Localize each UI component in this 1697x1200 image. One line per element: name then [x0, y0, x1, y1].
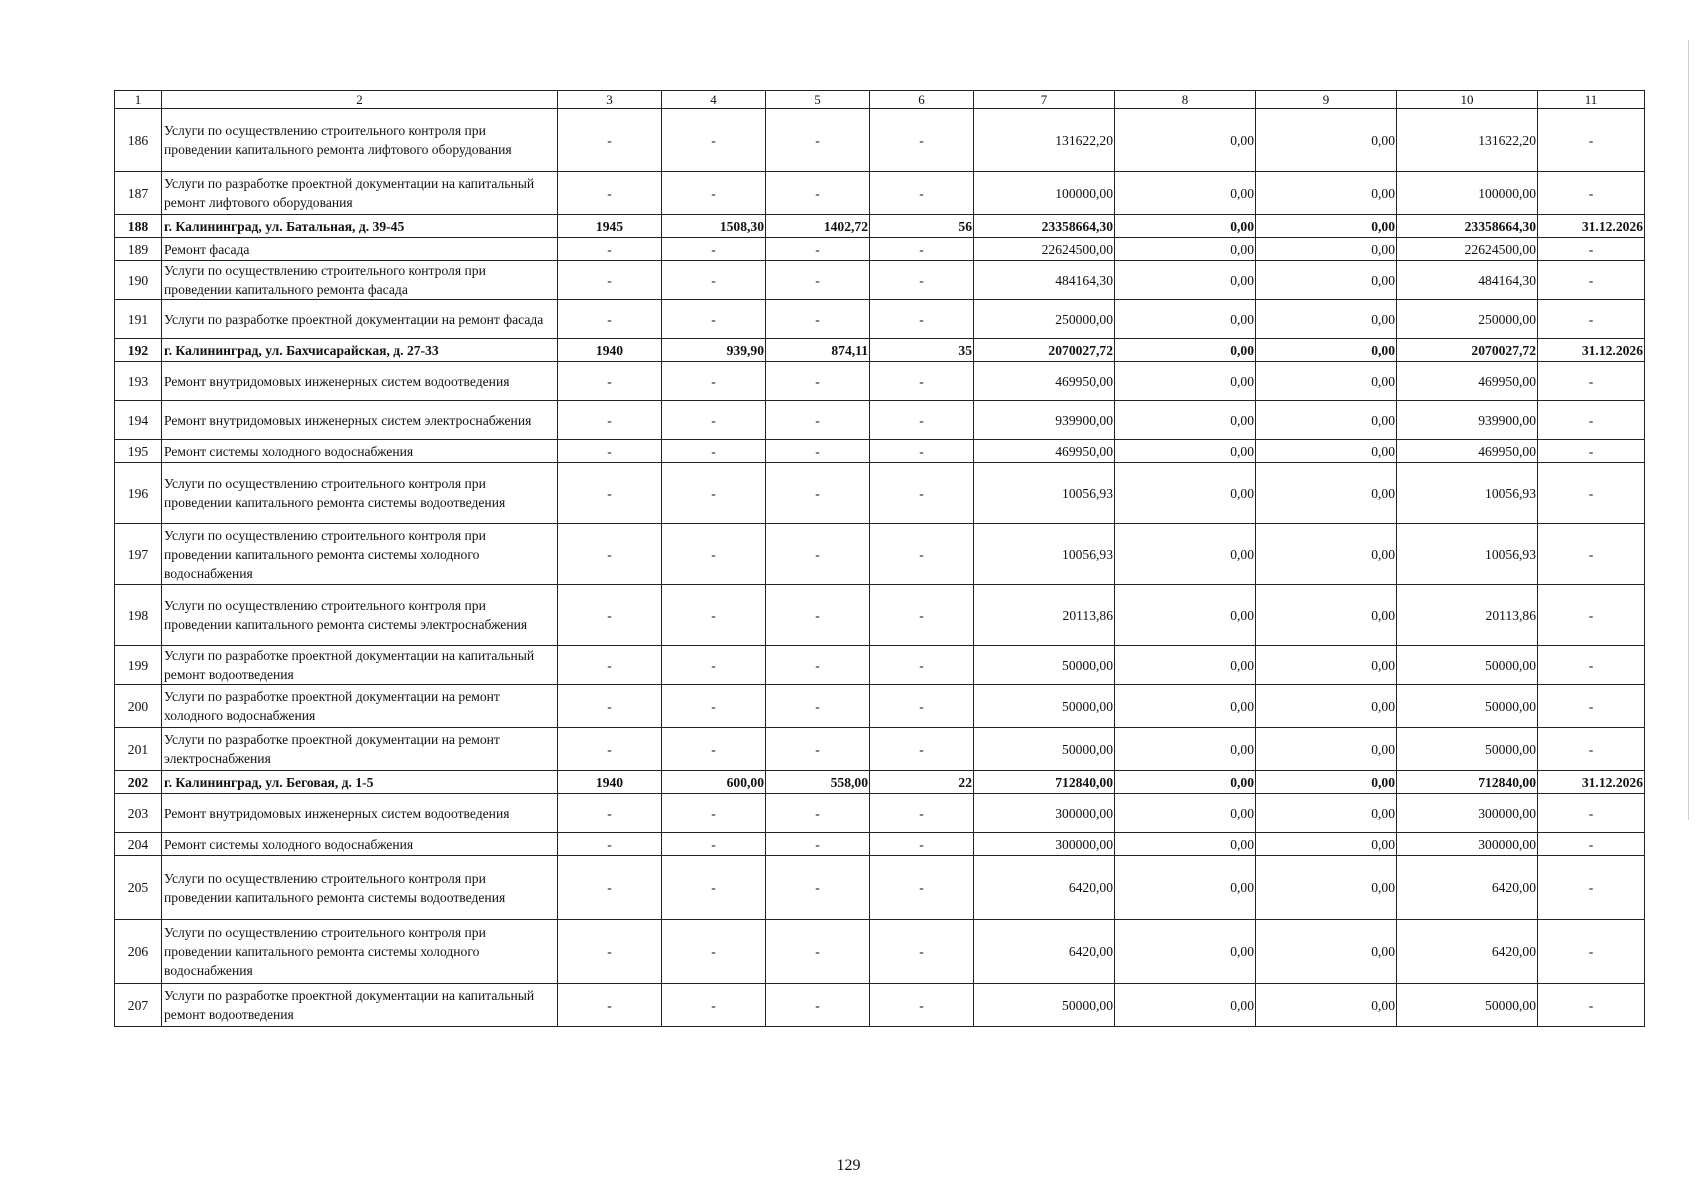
living-area-cell: -: [766, 524, 870, 585]
page-number: 129: [836, 1157, 861, 1174]
total-area-cell: 600,00: [662, 771, 766, 794]
residents-cell: -: [870, 524, 974, 585]
total-area-cell: -: [662, 794, 766, 833]
table-row: [115, 215, 1645, 238]
row-name: Услуги по разработке проектной документации на ремонт электроснабжения: [162, 728, 558, 771]
total-cost-cell: 2070027,72: [974, 339, 1115, 362]
total-area-cell: -: [662, 984, 766, 1027]
total-cost-cell: 250000,00: [974, 300, 1115, 339]
row-number: 201: [115, 728, 162, 771]
owners-funds-cell: 6420,00: [1397, 920, 1538, 984]
residents-cell: -: [870, 585, 974, 646]
row-name: г. Калининград, ул. Батальная, д. 39-45: [162, 215, 558, 238]
total-area-cell: -: [662, 401, 766, 440]
row-name: Услуги по осуществлению строительного контроля при проведении капитального ремонта фасада: [162, 261, 558, 300]
fund-cell: 0,00: [1115, 685, 1256, 728]
owners-funds-cell: 250000,00: [1397, 300, 1538, 339]
deadline-cell: -: [1538, 440, 1645, 463]
fund-cell: 0,00: [1115, 261, 1256, 300]
year-cell: -: [558, 238, 662, 261]
owners-funds-cell: 50000,00: [1397, 685, 1538, 728]
living-area-cell: -: [766, 794, 870, 833]
total-area-cell: -: [662, 238, 766, 261]
deadline-cell: -: [1538, 109, 1645, 172]
owners-funds-cell: 300000,00: [1397, 833, 1538, 856]
budget-cell: 0,00: [1256, 920, 1397, 984]
living-area-cell: 1402,72: [766, 215, 870, 238]
year-cell: -: [558, 685, 662, 728]
living-area-cell: -: [766, 362, 870, 401]
scan-edge-line: [1688, 40, 1689, 820]
row-name: Ремонт внутридомовых инженерных систем водоотведения: [162, 794, 558, 833]
owners-funds-cell: 469950,00: [1397, 440, 1538, 463]
total-cost-cell: 939900,00: [974, 401, 1115, 440]
column-header: 7: [974, 91, 1115, 109]
deadline-cell: -: [1538, 524, 1645, 585]
residents-cell: -: [870, 362, 974, 401]
row-number: 204: [115, 833, 162, 856]
row-name: Услуги по разработке проектной документации на капитальный ремонт водоотведения: [162, 984, 558, 1027]
owners-funds-cell: 23358664,30: [1397, 215, 1538, 238]
residents-cell: -: [870, 833, 974, 856]
row-name: Ремонт системы холодного водоснабжения: [162, 440, 558, 463]
year-cell: -: [558, 172, 662, 215]
row-name: г. Калининград, ул. Бахчисарайская, д. 27-33: [162, 339, 558, 362]
residents-cell: -: [870, 401, 974, 440]
residents-cell: -: [870, 172, 974, 215]
row-name: Услуги по осуществлению строительного контроля при проведении капитального ремонта системы водоотведения: [162, 463, 558, 524]
budget-cell: 0,00: [1256, 463, 1397, 524]
column-header: 10: [1397, 91, 1538, 109]
owners-funds-cell: 10056,93: [1397, 463, 1538, 524]
budget-cell: 0,00: [1256, 728, 1397, 771]
row-number: 199: [115, 646, 162, 685]
residents-cell: -: [870, 856, 974, 920]
owners-funds-cell: 20113,86: [1397, 585, 1538, 646]
living-area-cell: -: [766, 238, 870, 261]
table-row: [115, 984, 1645, 1027]
capital-repair-table: [114, 90, 1645, 1027]
deadline-cell: -: [1538, 401, 1645, 440]
table-row: [115, 920, 1645, 984]
deadline-cell: -: [1538, 585, 1645, 646]
deadline-cell: -: [1538, 362, 1645, 401]
row-name: Услуги по осуществлению строительного контроля при проведении капитального ремонта системы холодного водоснабжения: [162, 524, 558, 585]
total-cost-cell: 712840,00: [974, 771, 1115, 794]
fund-cell: 0,00: [1115, 771, 1256, 794]
residents-cell: 22: [870, 771, 974, 794]
year-cell: -: [558, 856, 662, 920]
total-cost-cell: 50000,00: [974, 646, 1115, 685]
row-name: Услуги по осуществлению строительного контроля при проведении капитального ремонта лифтового оборудования: [162, 109, 558, 172]
column-header: 4: [662, 91, 766, 109]
row-number: 186: [115, 109, 162, 172]
row-name: г. Калининград, ул. Беговая, д. 1-5: [162, 771, 558, 794]
deadline-cell: -: [1538, 238, 1645, 261]
column-header: 3: [558, 91, 662, 109]
column-header: 1: [115, 91, 162, 109]
table-row: [115, 463, 1645, 524]
owners-funds-cell: 2070027,72: [1397, 339, 1538, 362]
fund-cell: 0,00: [1115, 984, 1256, 1027]
row-number: 195: [115, 440, 162, 463]
fund-cell: 0,00: [1115, 728, 1256, 771]
fund-cell: 0,00: [1115, 300, 1256, 339]
living-area-cell: -: [766, 300, 870, 339]
total-cost-cell: 100000,00: [974, 172, 1115, 215]
deadline-cell: -: [1538, 685, 1645, 728]
total-cost-cell: 6420,00: [974, 856, 1115, 920]
year-cell: -: [558, 109, 662, 172]
fund-cell: 0,00: [1115, 920, 1256, 984]
living-area-cell: -: [766, 920, 870, 984]
residents-cell: -: [870, 794, 974, 833]
table-row: [115, 646, 1645, 685]
row-number: 189: [115, 238, 162, 261]
table-row: [115, 339, 1645, 362]
table-row: [115, 109, 1645, 172]
total-area-cell: -: [662, 300, 766, 339]
budget-cell: 0,00: [1256, 109, 1397, 172]
living-area-cell: -: [766, 646, 870, 685]
living-area-cell: -: [766, 440, 870, 463]
total-area-cell: -: [662, 172, 766, 215]
year-cell: -: [558, 728, 662, 771]
deadline-cell: -: [1538, 261, 1645, 300]
table-row: [115, 585, 1645, 646]
total-cost-cell: 469950,00: [974, 362, 1115, 401]
residents-cell: -: [870, 685, 974, 728]
fund-cell: 0,00: [1115, 401, 1256, 440]
total-cost-cell: 484164,30: [974, 261, 1115, 300]
year-cell: -: [558, 261, 662, 300]
living-area-cell: -: [766, 833, 870, 856]
total-area-cell: -: [662, 833, 766, 856]
owners-funds-cell: 469950,00: [1397, 362, 1538, 401]
fund-cell: 0,00: [1115, 362, 1256, 401]
year-cell: -: [558, 585, 662, 646]
total-cost-cell: 50000,00: [974, 984, 1115, 1027]
row-number: 193: [115, 362, 162, 401]
budget-cell: 0,00: [1256, 401, 1397, 440]
fund-cell: 0,00: [1115, 215, 1256, 238]
budget-cell: 0,00: [1256, 685, 1397, 728]
budget-cell: 0,00: [1256, 440, 1397, 463]
total-area-cell: -: [662, 261, 766, 300]
total-area-cell: -: [662, 920, 766, 984]
deadline-cell: -: [1538, 856, 1645, 920]
owners-funds-cell: 50000,00: [1397, 984, 1538, 1027]
owners-funds-cell: 712840,00: [1397, 771, 1538, 794]
fund-cell: 0,00: [1115, 794, 1256, 833]
owners-funds-cell: 131622,20: [1397, 109, 1538, 172]
total-area-cell: -: [662, 362, 766, 401]
deadline-cell: 31.12.2026: [1538, 339, 1645, 362]
total-area-cell: 1508,30: [662, 215, 766, 238]
row-name: Услуги по осуществлению строительного контроля при проведении капитального ремонта системы холодного водоснабжения: [162, 920, 558, 984]
budget-cell: 0,00: [1256, 771, 1397, 794]
column-header: 9: [1256, 91, 1397, 109]
owners-funds-cell: 50000,00: [1397, 728, 1538, 771]
living-area-cell: -: [766, 463, 870, 524]
total-cost-cell: 50000,00: [974, 685, 1115, 728]
deadline-cell: -: [1538, 833, 1645, 856]
table-row: [115, 238, 1645, 261]
budget-cell: 0,00: [1256, 339, 1397, 362]
row-name: Услуги по осуществлению строительного контроля при проведении капитального ремонта системы электроснабжения: [162, 585, 558, 646]
total-cost-cell: 469950,00: [974, 440, 1115, 463]
total-cost-cell: 50000,00: [974, 728, 1115, 771]
residents-cell: -: [870, 261, 974, 300]
residents-cell: -: [870, 440, 974, 463]
budget-cell: 0,00: [1256, 833, 1397, 856]
table-row: [115, 362, 1645, 401]
fund-cell: 0,00: [1115, 440, 1256, 463]
table-body: [115, 91, 1645, 1027]
table-row: [115, 300, 1645, 339]
year-cell: -: [558, 362, 662, 401]
row-name: Услуги по разработке проектной документации на ремонт фасада: [162, 300, 558, 339]
owners-funds-cell: 22624500,00: [1397, 238, 1538, 261]
fund-cell: 0,00: [1115, 238, 1256, 261]
row-number: 197: [115, 524, 162, 585]
row-number: 205: [115, 856, 162, 920]
total-area-cell: -: [662, 685, 766, 728]
total-area-cell: -: [662, 728, 766, 771]
budget-cell: 0,00: [1256, 362, 1397, 401]
row-number: 187: [115, 172, 162, 215]
column-header: 2: [162, 91, 558, 109]
year-cell: -: [558, 833, 662, 856]
fund-cell: 0,00: [1115, 339, 1256, 362]
row-number: 203: [115, 794, 162, 833]
residents-cell: 35: [870, 339, 974, 362]
deadline-cell: -: [1538, 300, 1645, 339]
row-number: 196: [115, 463, 162, 524]
row-name: Услуги по разработке проектной документации на ремонт холодного водоснабжения: [162, 685, 558, 728]
table-row: [115, 856, 1645, 920]
table-row: [115, 794, 1645, 833]
total-cost-cell: 23358664,30: [974, 215, 1115, 238]
year-cell: -: [558, 794, 662, 833]
year-cell: 1940: [558, 339, 662, 362]
budget-cell: 0,00: [1256, 984, 1397, 1027]
row-number: 190: [115, 261, 162, 300]
row-number: 192: [115, 339, 162, 362]
table-row: [115, 685, 1645, 728]
budget-cell: 0,00: [1256, 856, 1397, 920]
owners-funds-cell: 50000,00: [1397, 646, 1538, 685]
living-area-cell: -: [766, 401, 870, 440]
living-area-cell: -: [766, 261, 870, 300]
residents-cell: -: [870, 920, 974, 984]
table-row: [115, 172, 1645, 215]
total-cost-cell: 10056,93: [974, 524, 1115, 585]
column-header: 8: [1115, 91, 1256, 109]
year-cell: -: [558, 524, 662, 585]
year-cell: -: [558, 300, 662, 339]
total-cost-cell: 300000,00: [974, 794, 1115, 833]
total-cost-cell: 6420,00: [974, 920, 1115, 984]
owners-funds-cell: 484164,30: [1397, 261, 1538, 300]
row-number: 202: [115, 771, 162, 794]
table-row: [115, 440, 1645, 463]
owners-funds-cell: 6420,00: [1397, 856, 1538, 920]
row-number: 194: [115, 401, 162, 440]
residents-cell: -: [870, 984, 974, 1027]
fund-cell: 0,00: [1115, 109, 1256, 172]
living-area-cell: -: [766, 728, 870, 771]
row-name: Услуги по разработке проектной документации на капитальный ремонт водоотведения: [162, 646, 558, 685]
row-number: 198: [115, 585, 162, 646]
owners-funds-cell: 10056,93: [1397, 524, 1538, 585]
living-area-cell: -: [766, 984, 870, 1027]
year-cell: -: [558, 984, 662, 1027]
owners-funds-cell: 939900,00: [1397, 401, 1538, 440]
deadline-cell: -: [1538, 728, 1645, 771]
fund-cell: 0,00: [1115, 524, 1256, 585]
total-cost-cell: 300000,00: [974, 833, 1115, 856]
budget-cell: 0,00: [1256, 524, 1397, 585]
total-area-cell: -: [662, 463, 766, 524]
total-area-cell: -: [662, 524, 766, 585]
total-area-cell: -: [662, 440, 766, 463]
table-row: [115, 524, 1645, 585]
living-area-cell: -: [766, 585, 870, 646]
fund-cell: 0,00: [1115, 856, 1256, 920]
living-area-cell: -: [766, 685, 870, 728]
budget-cell: 0,00: [1256, 261, 1397, 300]
column-header: 11: [1538, 91, 1645, 109]
budget-cell: 0,00: [1256, 794, 1397, 833]
residents-cell: -: [870, 109, 974, 172]
row-number: 206: [115, 920, 162, 984]
row-number: 191: [115, 300, 162, 339]
total-area-cell: -: [662, 646, 766, 685]
year-cell: 1940: [558, 771, 662, 794]
budget-cell: 0,00: [1256, 300, 1397, 339]
year-cell: -: [558, 463, 662, 524]
row-name: Ремонт системы холодного водоснабжения: [162, 833, 558, 856]
budget-cell: 0,00: [1256, 646, 1397, 685]
owners-funds-cell: 100000,00: [1397, 172, 1538, 215]
year-cell: -: [558, 401, 662, 440]
fund-cell: 0,00: [1115, 833, 1256, 856]
living-area-cell: -: [766, 109, 870, 172]
budget-cell: 0,00: [1256, 172, 1397, 215]
table-row: [115, 833, 1645, 856]
column-header: 6: [870, 91, 974, 109]
living-area-cell: 558,00: [766, 771, 870, 794]
deadline-cell: -: [1538, 794, 1645, 833]
total-cost-cell: 10056,93: [974, 463, 1115, 524]
year-cell: -: [558, 440, 662, 463]
residents-cell: -: [870, 728, 974, 771]
deadline-cell: -: [1538, 172, 1645, 215]
budget-cell: 0,00: [1256, 215, 1397, 238]
table-row: [115, 261, 1645, 300]
table-row: [115, 401, 1645, 440]
total-cost-cell: 20113,86: [974, 585, 1115, 646]
deadline-cell: -: [1538, 984, 1645, 1027]
column-number-header-row: [115, 91, 1645, 109]
fund-cell: 0,00: [1115, 585, 1256, 646]
total-area-cell: -: [662, 585, 766, 646]
row-name: Ремонт фасада: [162, 238, 558, 261]
row-name: Ремонт внутридомовых инженерных систем водоотведения: [162, 362, 558, 401]
budget-cell: 0,00: [1256, 585, 1397, 646]
deadline-cell: 31.12.2026: [1538, 771, 1645, 794]
deadline-cell: -: [1538, 646, 1645, 685]
residents-cell: 56: [870, 215, 974, 238]
total-cost-cell: 22624500,00: [974, 238, 1115, 261]
budget-cell: 0,00: [1256, 238, 1397, 261]
column-header: 5: [766, 91, 870, 109]
deadline-cell: -: [1538, 463, 1645, 524]
row-name: Услуги по разработке проектной документации на капитальный ремонт лифтового оборудования: [162, 172, 558, 215]
table-row: [115, 771, 1645, 794]
total-cost-cell: 131622,20: [974, 109, 1115, 172]
row-number: 200: [115, 685, 162, 728]
row-number: 188: [115, 215, 162, 238]
residents-cell: -: [870, 463, 974, 524]
owners-funds-cell: 300000,00: [1397, 794, 1538, 833]
total-area-cell: -: [662, 109, 766, 172]
living-area-cell: -: [766, 172, 870, 215]
capital-repair-table-container: [114, 90, 1644, 1027]
fund-cell: 0,00: [1115, 463, 1256, 524]
row-name: Ремонт внутридомовых инженерных систем электроснабжения: [162, 401, 558, 440]
deadline-cell: 31.12.2026: [1538, 215, 1645, 238]
year-cell: 1945: [558, 215, 662, 238]
living-area-cell: 874,11: [766, 339, 870, 362]
total-area-cell: -: [662, 856, 766, 920]
row-name: Услуги по осуществлению строительного контроля при проведении капитального ремонта системы водоотведения: [162, 856, 558, 920]
year-cell: -: [558, 920, 662, 984]
table-row: [115, 728, 1645, 771]
residents-cell: -: [870, 646, 974, 685]
fund-cell: 0,00: [1115, 172, 1256, 215]
fund-cell: 0,00: [1115, 646, 1256, 685]
row-number: 207: [115, 984, 162, 1027]
year-cell: -: [558, 646, 662, 685]
living-area-cell: -: [766, 856, 870, 920]
deadline-cell: -: [1538, 920, 1645, 984]
residents-cell: -: [870, 238, 974, 261]
residents-cell: -: [870, 300, 974, 339]
total-area-cell: 939,90: [662, 339, 766, 362]
